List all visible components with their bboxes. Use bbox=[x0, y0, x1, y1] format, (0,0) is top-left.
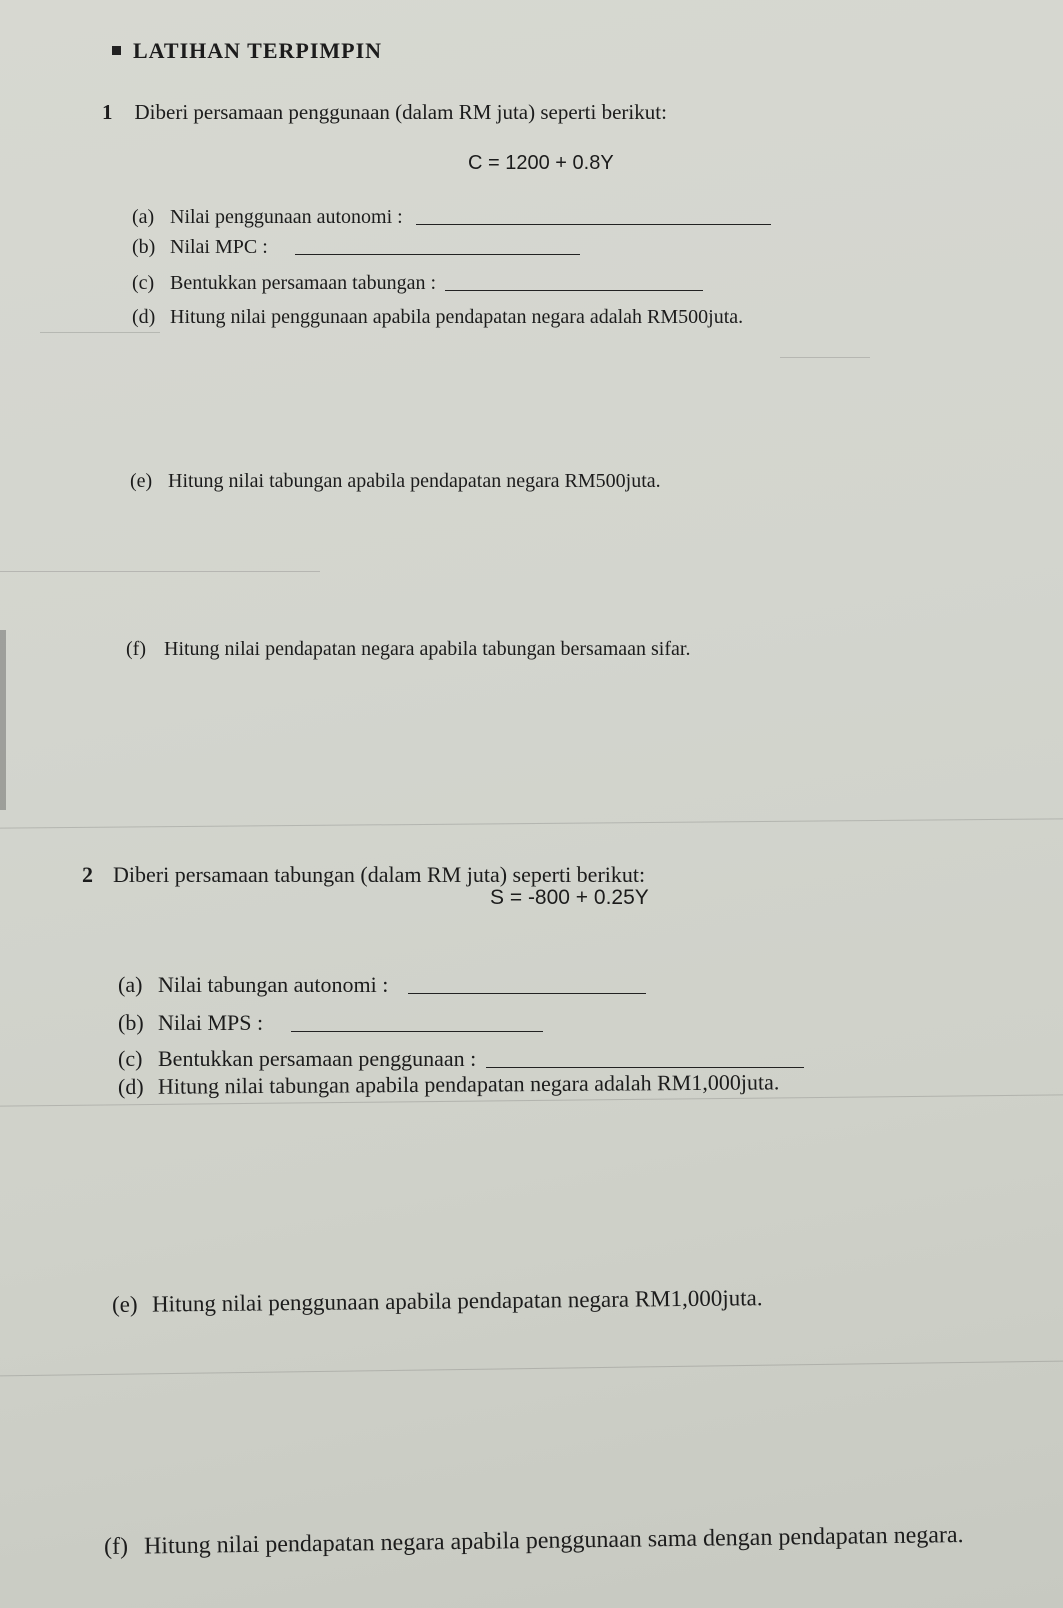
q2-item-f bbox=[104, 1522, 964, 1561]
q1-item-d bbox=[132, 306, 743, 329]
item-label: (b) bbox=[132, 236, 156, 258]
item-text: Nilai MPC : bbox=[170, 236, 268, 258]
item-label: (b) bbox=[118, 1010, 144, 1035]
q2-item-e bbox=[112, 1285, 763, 1318]
q1-item-c bbox=[132, 272, 703, 295]
item-label: (f) bbox=[126, 638, 146, 660]
page-edge-shadow bbox=[0, 630, 6, 810]
answer-blank[interactable] bbox=[445, 272, 703, 291]
item-label: (e) bbox=[130, 470, 153, 492]
show-through-line bbox=[780, 357, 870, 358]
item-text: Hitung nilai tabungan apabila pendapatan negara adalah RM1,000juta. bbox=[157, 1069, 780, 1099]
q1-item-b bbox=[132, 236, 580, 259]
show-through-line bbox=[0, 571, 320, 572]
item-text: Bentukkan persamaan tabungan : bbox=[170, 272, 437, 294]
item-text: Nilai penggunaan autonomi : bbox=[170, 206, 403, 228]
item-label: (d) bbox=[117, 1073, 144, 1099]
answer-blank[interactable] bbox=[416, 206, 771, 225]
question-intro: Diberi persamaan tabungan (dalam RM juta) seperti berikut: bbox=[113, 862, 646, 887]
q1-item-a bbox=[132, 206, 771, 229]
savings-equation: S = -800 + 0.25Y bbox=[490, 886, 649, 909]
item-text: Hitung nilai penggunaan apabila pendapatan negara RM1,000juta. bbox=[151, 1285, 763, 1317]
question-number: 1 bbox=[102, 100, 113, 124]
q2-item-c bbox=[118, 1046, 804, 1072]
item-label: (a) bbox=[118, 972, 143, 997]
show-through-line bbox=[40, 332, 160, 333]
item-label: (d) bbox=[132, 306, 156, 328]
question-intro: Diberi persamaan penggunaan (dalam RM juta) seperti berikut: bbox=[134, 100, 667, 124]
answer-blank[interactable] bbox=[486, 1049, 804, 1068]
item-text: Hitung nilai pendapatan negara apabila tabungan bersamaan sifar. bbox=[164, 638, 691, 660]
item-label: (a) bbox=[132, 206, 155, 228]
question-number: 2 bbox=[82, 862, 93, 887]
q1-item-f bbox=[126, 638, 690, 661]
question-1-intro-row bbox=[102, 100, 667, 125]
item-text: Hitung nilai penggunaan apabila pendapatan negara adalah RM500juta. bbox=[170, 306, 744, 328]
item-label: (e) bbox=[111, 1291, 138, 1317]
q2-item-b bbox=[118, 1010, 543, 1036]
answer-blank[interactable] bbox=[295, 236, 580, 255]
item-text: Nilai MPS : bbox=[158, 1010, 264, 1035]
section-header bbox=[112, 38, 382, 64]
item-text: Bentukkan persamaan penggunaan : bbox=[158, 1046, 477, 1071]
show-through-line bbox=[0, 818, 1063, 828]
question-2-intro-row bbox=[82, 862, 645, 888]
q1-item-e bbox=[130, 470, 661, 493]
q2-item-a bbox=[118, 972, 646, 998]
section-title: LATIHAN TERPIMPIN bbox=[133, 38, 383, 63]
item-text: Hitung nilai pendapatan negara apabila penggunaan sama dengan pendapatan negara. bbox=[143, 1521, 964, 1560]
answer-blank[interactable] bbox=[291, 1013, 543, 1032]
square-bullet-icon bbox=[112, 46, 121, 55]
q2-item-d bbox=[118, 1069, 779, 1100]
answer-blank[interactable] bbox=[408, 975, 646, 994]
item-label: (c) bbox=[132, 272, 155, 294]
consumption-equation: C = 1200 + 0.8Y bbox=[468, 152, 614, 174]
show-through-line bbox=[0, 1361, 1063, 1377]
item-text: Hitung nilai tabungan apabila pendapatan negara RM500juta. bbox=[168, 470, 661, 492]
item-text: Nilai tabungan autonomi : bbox=[158, 972, 389, 997]
item-label: (f) bbox=[103, 1533, 129, 1560]
item-label: (c) bbox=[118, 1046, 143, 1071]
